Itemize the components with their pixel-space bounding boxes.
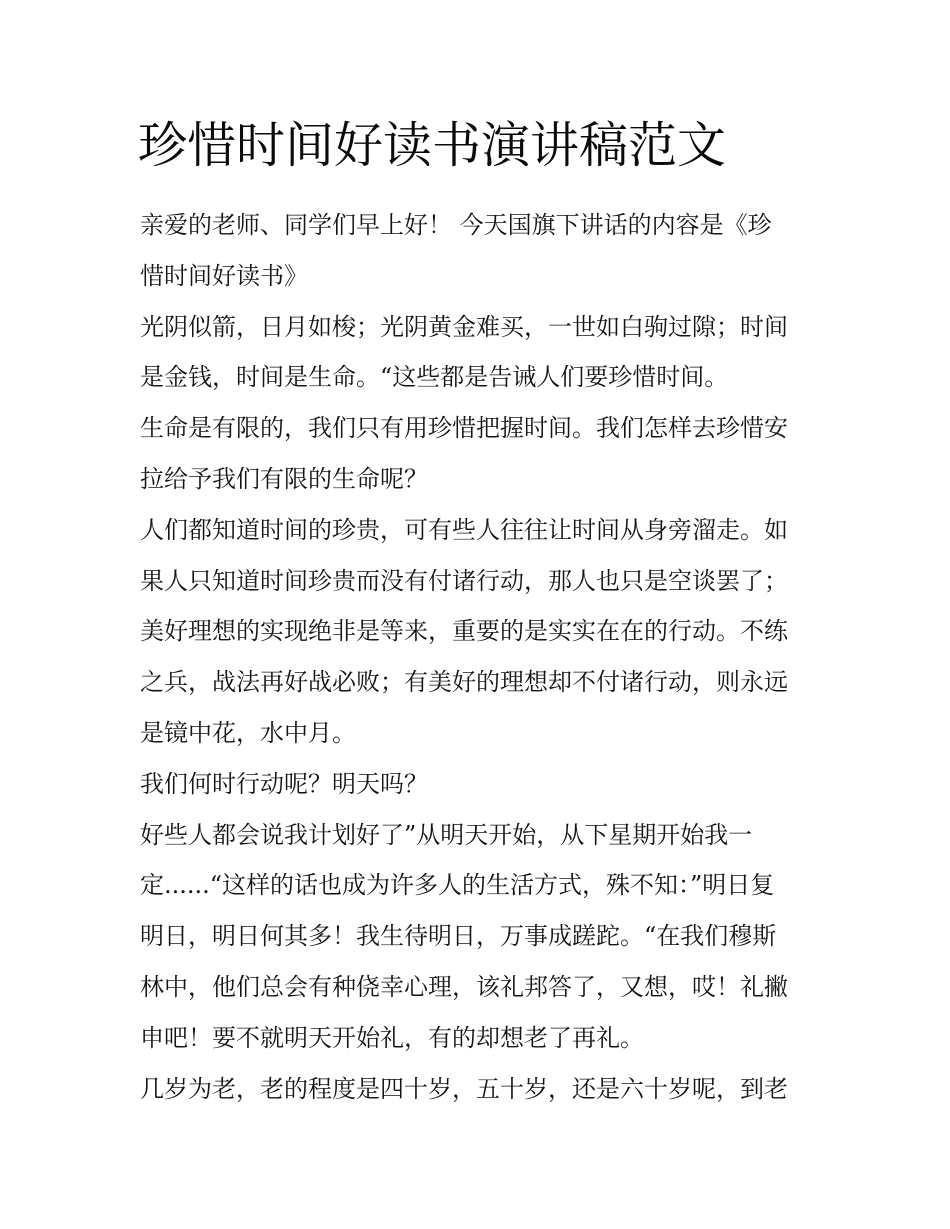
text-line: 之兵，战法再好战必败；有美好的理想却不付诸行动，则永远 [140,668,788,697]
document-title: 珍惜时间好读书演讲稿范文 [138,117,727,174]
document-body [140,200,830,1114]
text-line: 林中，他们总会有种侥幸心理，该礼邦答了，又想，哎！礼撇 [140,972,788,1001]
text-line: 明日，明日何其多！我生待明日，万事成蹉跎。“在我们穆斯 [140,922,777,951]
text-line: 生命是有限的，我们只有用珍惜把握时间。我们怎样去珍惜安 [140,414,788,443]
text-line: 光阴似箭，日月如梭；光阴黄金难买，一世如白驹过隙；时间 [140,312,788,341]
text-line: 好些人都会说我计划好了”从明天开始，从下星期开始我一 [140,820,753,849]
text-line: 是镜中花，水中月。 [140,718,356,747]
text-line: 是金钱，时间是生命。“这些都是告诫人们要珍惜时间。 [140,363,729,392]
text-line: 亲爱的老师、同学们早上好！ 今天国旗下讲话的内容是《珍 [140,211,772,239]
text-line: 惜时间好读书》 [140,261,308,290]
text-line: 定......“这样的话也成为许多人的生活方式，殊不知：”明日复 [140,871,775,900]
text-line: 人们都知道时间的珍贵，可有些人往往让时间从身旁溜走。如 [140,515,788,544]
text-line: 拉给予我们有限的生命呢？ [140,464,428,493]
text-line: 果人只知道时间珍贵而没有付诸行动，那人也只是空谈罢了； [140,566,788,595]
text-line: 我们何时行动呢？明天吗？ [140,769,428,798]
text-line: 几岁为老，老的程度是四十岁，五十岁，还是六十岁呢，到老 [140,1074,788,1103]
text-line: 美好理想的实现绝非是等来，重要的是实实在在的行动。不练 [140,617,788,646]
text-line: 申吧！要不就明天开始礼，有的却想老了再礼。 [140,1023,644,1052]
